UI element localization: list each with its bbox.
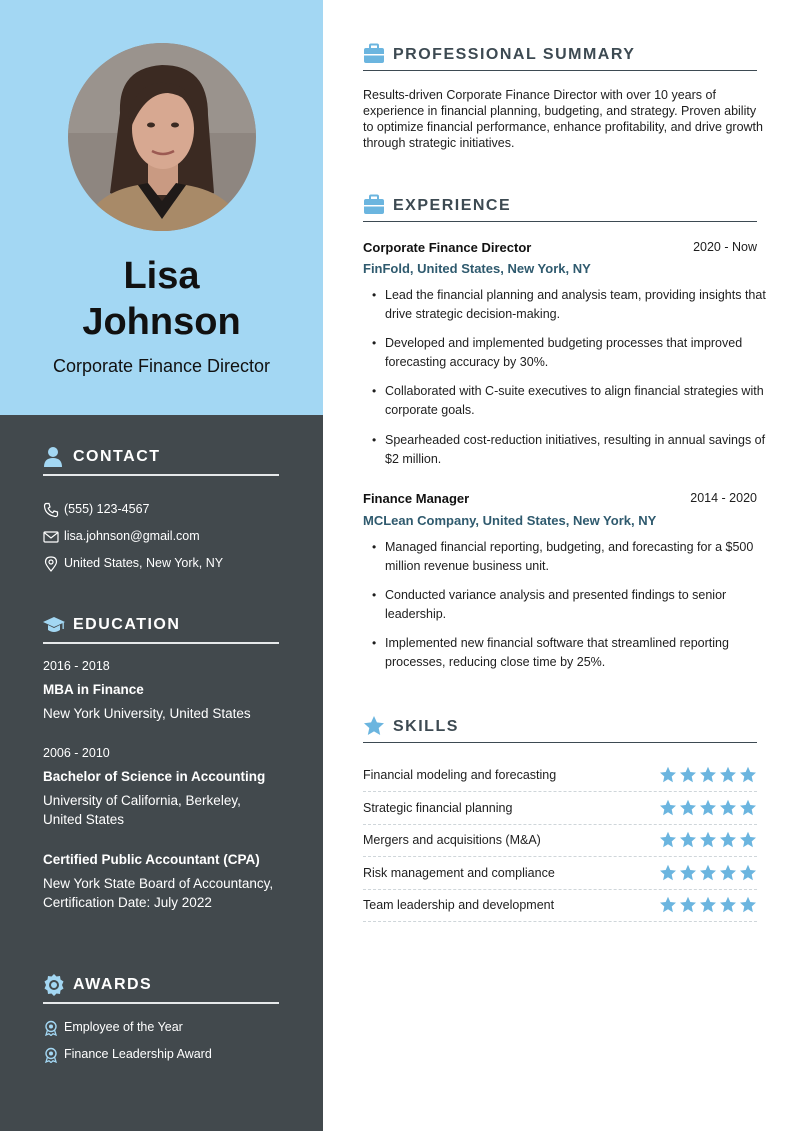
phone-icon [43,502,59,518]
job-2-dates: 2014 - 2020 [690,491,757,505]
rating-star-icon [740,799,756,814]
graduation-cap-icon [43,614,65,636]
rating-star-icon [700,767,716,782]
award-2 [43,1046,303,1064]
rating-star-icon [720,897,736,912]
education-heading-label: EDUCATION [73,616,181,633]
job-2-bullet-3-text: Implemented new financial software that streamlined reporting processes, reducing close time by 25%. [385,636,729,669]
email-icon [43,529,59,545]
bullet-dot: • [372,636,377,650]
education-3-degree: Certified Public Accountant (CPA) [43,852,260,867]
awards-heading-label: AWARDS [73,976,153,993]
education-2-dates: 2006 - 2010 [43,746,110,760]
bullet-dot: • [372,433,377,447]
rating-star-icon [700,832,716,847]
sidebar [0,0,323,1131]
award-1-text: Employee of the Year [64,1020,183,1034]
skill-row [363,760,757,792]
job-1-bullet-2-text: Developed and implemented budgeting processes that improved forecasting accuracy by 30%. [385,336,743,369]
skill-name: Strategic financial planning [363,800,513,815]
education-2-institution: University of California, Berkeley, United States [43,793,241,827]
contact-phone [43,501,303,519]
skill-name: Mergers and acquisitions (M&A) [363,833,541,847]
bullet-dot: • [372,336,377,350]
skill-name: Team leadership and development [363,898,555,912]
job-2-company: MCLean Company, United States, New York, NY [363,513,657,528]
bullet-dot: • [372,384,377,398]
skill-row [363,825,757,857]
skill-rating [659,799,757,817]
job-1-bullet-3-text: Collaborated with C-suite executives to align financial strategies with corporate goals. [385,384,764,417]
award-1 [43,1019,303,1037]
rating-star-icon [660,897,676,912]
skill-name: Financial modeling and forecasting [363,768,557,782]
phone-text[interactable]: (555) 123-4567 [64,502,150,516]
job-2-role: Finance Manager [363,491,470,506]
job-2-bullet-1-text: Managed financial reporting, budgeting, and forecasting for a $500 million revenue business unit. [385,540,754,573]
education-1-dates: 2016 - 2018 [43,659,110,673]
rating-star-icon [700,864,716,879]
contact-email [43,528,303,546]
education-2-degree: Bachelor of Science in Accounting [43,769,266,784]
skill-name: Risk management and compliance [363,865,555,880]
award-2-text: Finance Leadership Award [64,1047,212,1061]
education-3-institution: New York State Board of Accountancy, Certification Date: July 2022 [43,876,274,910]
briefcase-icon [363,43,385,65]
rating-star-icon [740,897,756,912]
experience-heading [363,194,757,222]
rating-star-icon [660,864,676,879]
rating-star-icon [660,767,676,782]
rating-star-icon [660,799,676,814]
email-text[interactable]: lisa.johnson@gmail.com [64,529,200,543]
contact-location [43,555,303,573]
bullet-dot: • [372,288,377,302]
briefcase-icon [363,194,385,216]
skill-row [363,793,757,825]
rating-star-icon [680,897,696,912]
rating-star-icon [740,832,756,847]
job-1-role: Corporate Finance Director [363,240,532,255]
location-pin-icon [43,556,59,572]
contact-heading [43,446,279,476]
skill-row [363,858,757,890]
skills-heading-label: SKILLS [393,718,459,735]
education-heading [43,614,279,644]
person-icon [43,446,65,468]
summary-heading-label: PROFESSIONAL SUMMARY [393,46,636,63]
medal-icon [43,1047,59,1063]
rating-star-icon [720,799,736,814]
rating-star-icon [680,799,696,814]
first-name: Lisa [123,255,200,297]
bullet-dot: • [372,588,377,602]
profile-photo [68,43,256,231]
rating-star-icon [720,832,736,847]
job-1-bullet-4-text: Spearheaded cost-reduction initiatives, resulting in annual savings of $2 million. [385,433,766,466]
job-1-dates: 2020 - Now [693,240,757,254]
rating-star-icon [680,767,696,782]
education-1-institution: New York University, United States [43,706,251,721]
location-text: United States, New York, NY [64,556,224,570]
bullet-dot: • [372,540,377,554]
skill-rating [659,864,757,882]
skill-rating [659,896,757,914]
skill-rating [659,831,757,849]
skill-row [363,890,757,922]
last-name: Johnson [82,301,241,343]
skills-heading [363,715,757,743]
contact-heading-label: CONTACT [73,448,161,465]
award-badge-icon [43,974,65,996]
education-1-degree: MBA in Finance [43,682,144,697]
job-1-company: FinFold, United States, New York, NY [363,261,591,276]
star-icon [363,715,385,737]
experience-heading-label: EXPERIENCE [393,197,512,214]
rating-star-icon [680,832,696,847]
job-1-bullet-1-text: Lead the financial planning and analysis team, providing insights that drive strategic decision-making. [385,288,766,321]
profile-header [0,0,323,415]
summary-heading [363,43,757,71]
rating-star-icon [720,767,736,782]
job-title: Corporate Finance Director [52,356,271,376]
rating-star-icon [720,864,736,879]
medal-icon [43,1020,59,1036]
rating-star-icon [660,832,676,847]
rating-star-icon [740,767,756,782]
awards-heading [43,974,279,1004]
rating-star-icon [700,799,716,814]
rating-star-icon [680,864,696,879]
rating-star-icon [740,864,756,879]
summary-text: Results-driven Corporate Finance Director with over 10 years of experience in financial planning, budgeting, and strategy. Proven ability to optimize financial performance, enhance profitability, and drive growth through strategic initiatives. [363,88,763,150]
skill-rating [659,766,757,784]
job-2-bullet-2-text: Conducted variance analysis and presented findings to senior leadership. [385,588,727,621]
rating-star-icon [700,897,716,912]
